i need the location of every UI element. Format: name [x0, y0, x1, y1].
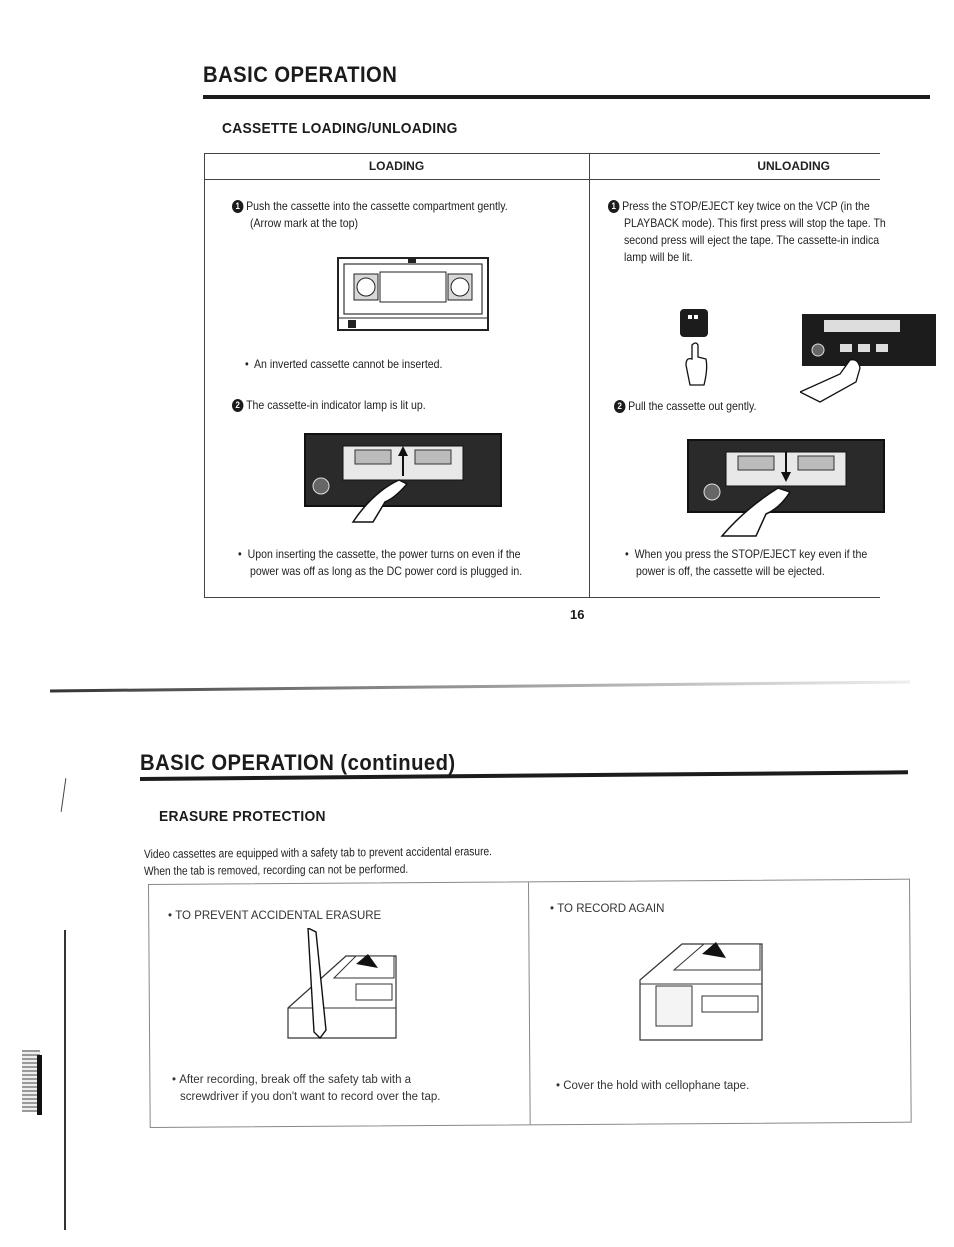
taped-tab-illustration [638, 940, 768, 1050]
scan-mark-top [61, 778, 67, 812]
unloading-step1-l3: second press will eject the tape. The cassette-in indica [624, 233, 880, 247]
loading-step2-bullet-2: power was off as long as the DC power cord is plugged in. [250, 564, 523, 578]
left-panel-bullet-2: screwdriver if you don't want to record over the tap. [180, 1091, 441, 1103]
unloading-step1 [608, 198, 870, 215]
table-bottom-border [204, 597, 880, 598]
unloading-step2-text: Pull the cassette out gently. [628, 399, 757, 413]
cassette-front-illustration [336, 256, 490, 332]
right-panel-bullet: • Cover the hold with cellophane tape. [556, 1080, 750, 1092]
section-title: CASSETTE LOADING/UNLOADING [222, 120, 458, 137]
intro-line-2: When the tab is removed, recording can not be performed. [143, 861, 409, 878]
table-top-border [204, 153, 880, 154]
page-title: BASIC OPERATION [203, 62, 398, 87]
scan-binding-bar [37, 1055, 42, 1115]
page2-title: BASIC OPERATION (continued) [140, 750, 456, 775]
step-number-2: 2 [232, 399, 243, 412]
right-panel-bullet-text: Cover the hold with cellophane tape. [563, 1080, 750, 1092]
loading-step1-bullet-text: An inverted cassette cannot be inserted. [253, 357, 443, 371]
step-number-1: 1 [232, 200, 243, 213]
unloading-step1-l2: PLAYBACK mode). This first press will stop the tape. Th [624, 216, 886, 230]
erasure-divider [528, 882, 531, 1124]
loading-step2-bullet: • Upon inserting the cassette, the power turns on even if the [238, 547, 521, 561]
loading-step1-note: (Arrow mark at the top) [250, 216, 358, 230]
unloading-step2-bullet-line1: When you press the STOP/EJECT key even if the [634, 547, 868, 561]
loading-step1 [232, 198, 508, 215]
left-panel-bullet-line1: After recording, break off the safety tab with a [179, 1074, 412, 1086]
vcp-eject-illustration [686, 438, 886, 538]
loading-step1-text: Push the cassette into the cassette compartment gently. [246, 199, 508, 213]
unloading-step1-l4: lamp will be lit. [624, 250, 693, 264]
unloading-step1-line1: Press the STOP/EJECT key twice on the VCP (in the [622, 199, 870, 213]
right-panel-header-text: TO RECORD AGAIN [557, 903, 665, 915]
loading-step2-bullet-line1: Upon inserting the cassette, the power turns on even if the [247, 547, 521, 561]
unloading-header: UNLOADING [757, 159, 830, 173]
unloading-step2-bullet-2: power is off, the cassette will be ejected. [636, 564, 825, 578]
table-left-border [204, 153, 205, 598]
right-panel-header: • TO RECORD AGAIN [550, 903, 665, 915]
vcp-panel-illustration [800, 312, 936, 404]
loading-step1-bullet: • An inverted cassette cannot be inserted. [245, 357, 443, 371]
eject-button-illustration [676, 307, 716, 387]
page2-section-title: ERASURE PROTECTION [159, 808, 326, 825]
loading-step2 [232, 397, 426, 414]
scan-binding-line [64, 930, 66, 1230]
loading-header: LOADING [368, 159, 425, 173]
title-rule [203, 95, 930, 99]
table-header-border [204, 179, 880, 180]
scan-edge-line [50, 680, 910, 692]
intro-line-1: Video cassettes are equipped with a safety tab to prevent accidental erasure. [143, 844, 492, 861]
unloading-step-number-1: 1 [608, 200, 619, 213]
vcp-insert-illustration [303, 432, 503, 524]
page-number: 16 [570, 607, 585, 622]
unloading-step2 [614, 398, 756, 415]
left-panel-bullet: • After recording, break off the safety tab with a [172, 1074, 412, 1086]
table-divider [589, 153, 590, 598]
unloading-step2-bullet: • When you press the STOP/EJECT key even if the [625, 547, 868, 561]
screwdriver-tab-illustration [286, 928, 406, 1058]
left-panel-header-text: TO PREVENT ACCIDENTAL ERASURE [175, 910, 382, 922]
left-panel-header: • TO PREVENT ACCIDENTAL ERASURE [168, 910, 382, 922]
unloading-step-number-2: 2 [614, 400, 625, 413]
loading-step2-text: The cassette-in indicator lamp is lit up. [246, 398, 426, 412]
